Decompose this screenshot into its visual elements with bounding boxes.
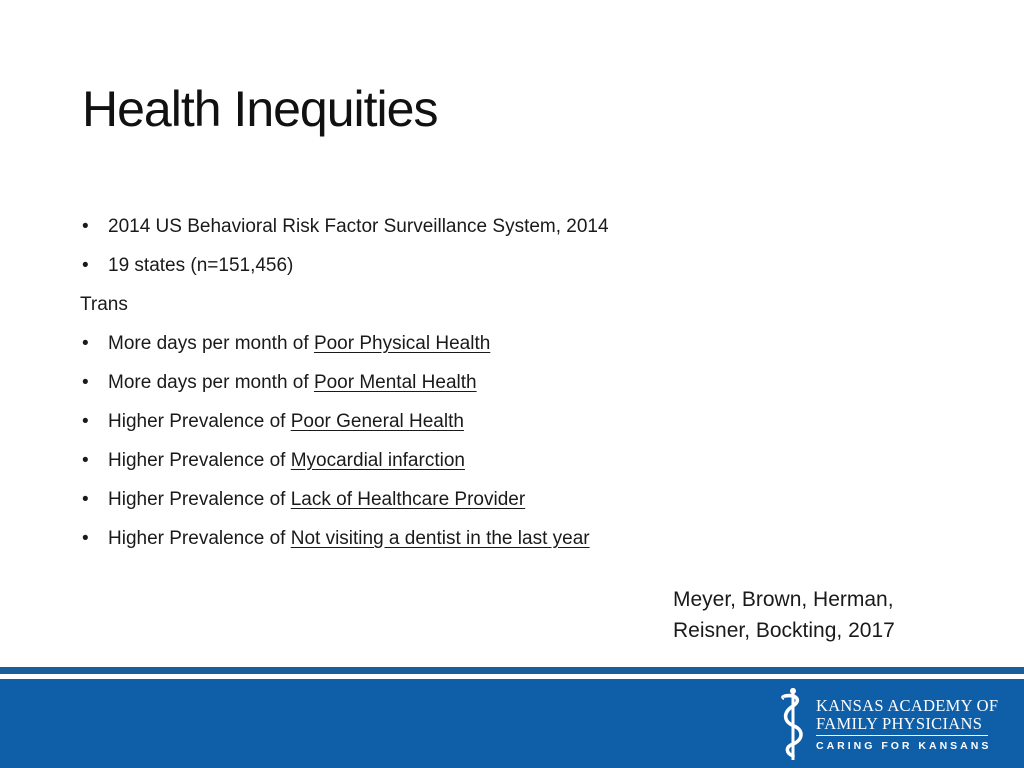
list-item-text: 2014 US Behavioral Risk Factor Surveillance System, 2014 xyxy=(108,216,609,237)
list-item-text: Higher Prevalence of Lack of Healthcare Provider xyxy=(108,489,526,510)
bullet-marker: • xyxy=(82,216,89,237)
citation-line: Reisner, Bockting, 2017 xyxy=(673,619,895,642)
list-item-text: More days per month of Poor Physical Health xyxy=(108,333,491,354)
list-heading xyxy=(80,285,720,324)
underlined-term: Poor Physical Health xyxy=(313,333,491,354)
bullet-marker: • xyxy=(82,411,89,432)
bullet-marker: • xyxy=(82,489,89,510)
slide-title: Health Inequities xyxy=(82,81,438,137)
bullet-marker: • xyxy=(82,528,89,549)
footer-stripe xyxy=(0,667,1024,674)
underlined-term: Not visiting a dentist in the last year xyxy=(290,528,590,549)
list-item-text: More days per month of Poor Mental Health xyxy=(108,372,477,393)
logo-tagline: CARING FOR KANSANS xyxy=(816,739,992,752)
list-heading-text: Trans xyxy=(80,294,128,315)
logo-text-line: KANSAS ACADEMY OF xyxy=(816,695,999,715)
list-item-text: Higher Prevalence of Myocardial infarction xyxy=(108,450,465,471)
list-item xyxy=(80,363,720,402)
citation xyxy=(673,584,895,646)
list-item-text: Higher Prevalence of Not visiting a dentist in the last year xyxy=(108,528,590,549)
bullet-marker: • xyxy=(82,333,89,354)
list-item xyxy=(80,402,720,441)
caduceus-icon xyxy=(776,686,810,762)
list-item xyxy=(80,519,720,558)
logo-text-line: FAMILY PHYSICIANS xyxy=(816,713,983,733)
list-item xyxy=(80,246,720,285)
underlined-term: Myocardial infarction xyxy=(290,450,465,471)
logo-divider xyxy=(816,735,988,736)
list-item-text: 19 states (n=151,456) xyxy=(108,255,294,276)
list-item xyxy=(80,207,720,246)
bullet-marker: • xyxy=(82,450,89,471)
list-item xyxy=(80,480,720,519)
kafp-logo xyxy=(776,684,999,764)
underlined-term: Poor Mental Health xyxy=(313,372,477,393)
list-item xyxy=(80,441,720,480)
bullet-list xyxy=(80,207,720,558)
list-item xyxy=(80,324,720,363)
bullet-marker: • xyxy=(82,372,89,393)
list-item-text: Higher Prevalence of Poor General Health xyxy=(108,411,464,432)
underlined-term: Poor General Health xyxy=(290,411,464,432)
citation-line: Meyer, Brown, Herman, xyxy=(673,588,894,611)
underlined-term: Lack of Healthcare Provider xyxy=(290,489,526,510)
bullet-marker: • xyxy=(82,255,89,276)
